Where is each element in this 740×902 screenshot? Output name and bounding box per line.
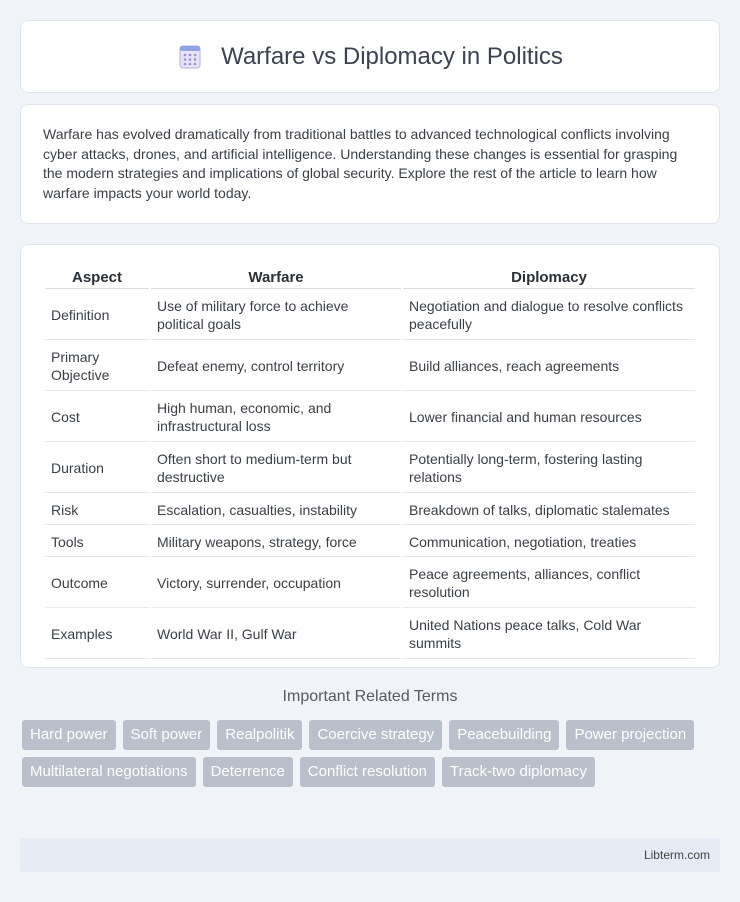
- related-term-tag[interactable]: Hard power: [22, 720, 116, 750]
- table-cell-diplomacy: Build alliances, reach agreements: [403, 342, 695, 391]
- table-cell-warfare: Victory, surrender, occupation: [151, 559, 401, 608]
- related-term-tag[interactable]: Realpolitik: [217, 720, 302, 750]
- table-list-icon: [177, 44, 203, 70]
- table-row: [45, 495, 695, 525]
- related-term-tag[interactable]: Soft power: [123, 720, 211, 750]
- related-term-tag[interactable]: Deterrence: [203, 757, 293, 787]
- table-cell-diplomacy: Negotiation and dialogue to resolve conflicts peacefully: [403, 291, 695, 340]
- related-term-tag[interactable]: Multilateral negotiations: [22, 757, 196, 787]
- table-cell-aspect: Primary Objective: [45, 342, 149, 391]
- table-cell-warfare: High human, economic, and infrastructural loss: [151, 393, 401, 442]
- intro-paragraph: Warfare has evolved dramatically from traditional battles to advanced technological conflicts involving cyber attacks, drones, and artificial intelligence. Understanding these changes is essential for grasping the modern strategies and implications of global security. Explore the rest of the article to learn how warfare impacts your world today.: [43, 126, 678, 201]
- related-term-tag[interactable]: Coercive strategy: [309, 720, 442, 750]
- footer-site-link[interactable]: Libterm.com: [643, 848, 710, 862]
- table-cell-diplomacy: Breakdown of talks, diplomatic stalemates: [403, 495, 695, 525]
- table-cell-diplomacy: Potentially long-term, fostering lasting relations: [403, 444, 695, 493]
- header-card: [20, 20, 720, 93]
- table-cell-warfare: Often short to medium-term but destructive: [151, 444, 401, 493]
- table-row: [45, 610, 695, 659]
- table-cell-aspect: Cost: [45, 393, 149, 442]
- table-cell-warfare: Escalation, casualties, instability: [151, 495, 401, 525]
- table-cell-warfare: Use of military force to achieve political goals: [151, 291, 401, 340]
- table-cell-warfare: Defeat enemy, control territory: [151, 342, 401, 391]
- table-cell-diplomacy: Peace agreements, alliances, conflict resolution: [403, 559, 695, 608]
- related-term-tag[interactable]: Power projection: [566, 720, 694, 750]
- table-cell-aspect: Definition: [45, 291, 149, 340]
- title-wrap: [177, 43, 563, 71]
- table-row: [45, 559, 695, 608]
- related-term-tag[interactable]: Conflict resolution: [300, 757, 435, 787]
- table-cell-diplomacy: Communication, negotiation, treaties: [403, 527, 695, 557]
- table-cell-diplomacy: United Nations peace talks, Cold War summits: [403, 610, 695, 659]
- table-row: [45, 444, 695, 493]
- table-cell-aspect: Examples: [45, 610, 149, 659]
- intro-card: [20, 104, 720, 224]
- page-title: Warfare vs Diplomacy in Politics: [221, 42, 563, 70]
- related-terms-title: Important Related Terms: [282, 688, 458, 705]
- table-row: [45, 527, 695, 557]
- comparison-table: [43, 265, 697, 661]
- table-cell-aspect: Duration: [45, 444, 149, 493]
- table-cell-aspect: Tools: [45, 527, 149, 557]
- table-row: [45, 291, 695, 340]
- comparison-table-card: [20, 244, 720, 668]
- column-header-aspect: Aspect: [45, 267, 149, 289]
- table-cell-aspect: Outcome: [45, 559, 149, 608]
- related-term-tag[interactable]: Track-two diplomacy: [442, 757, 595, 787]
- column-header-diplomacy: Diplomacy: [403, 267, 695, 289]
- table-header-row: [45, 267, 695, 289]
- column-header-warfare: Warfare: [151, 267, 401, 289]
- table-cell-diplomacy: Lower financial and human resources: [403, 393, 695, 442]
- table-cell-warfare: Military weapons, strategy, force: [151, 527, 401, 557]
- table-cell-warfare: World War II, Gulf War: [151, 610, 401, 659]
- related-term-tag[interactable]: Peacebuilding: [449, 720, 559, 750]
- table-row: [45, 342, 695, 391]
- table-row: [45, 393, 695, 442]
- related-terms-list: [22, 720, 722, 787]
- footer: [20, 838, 720, 872]
- table-cell-aspect: Risk: [45, 495, 149, 525]
